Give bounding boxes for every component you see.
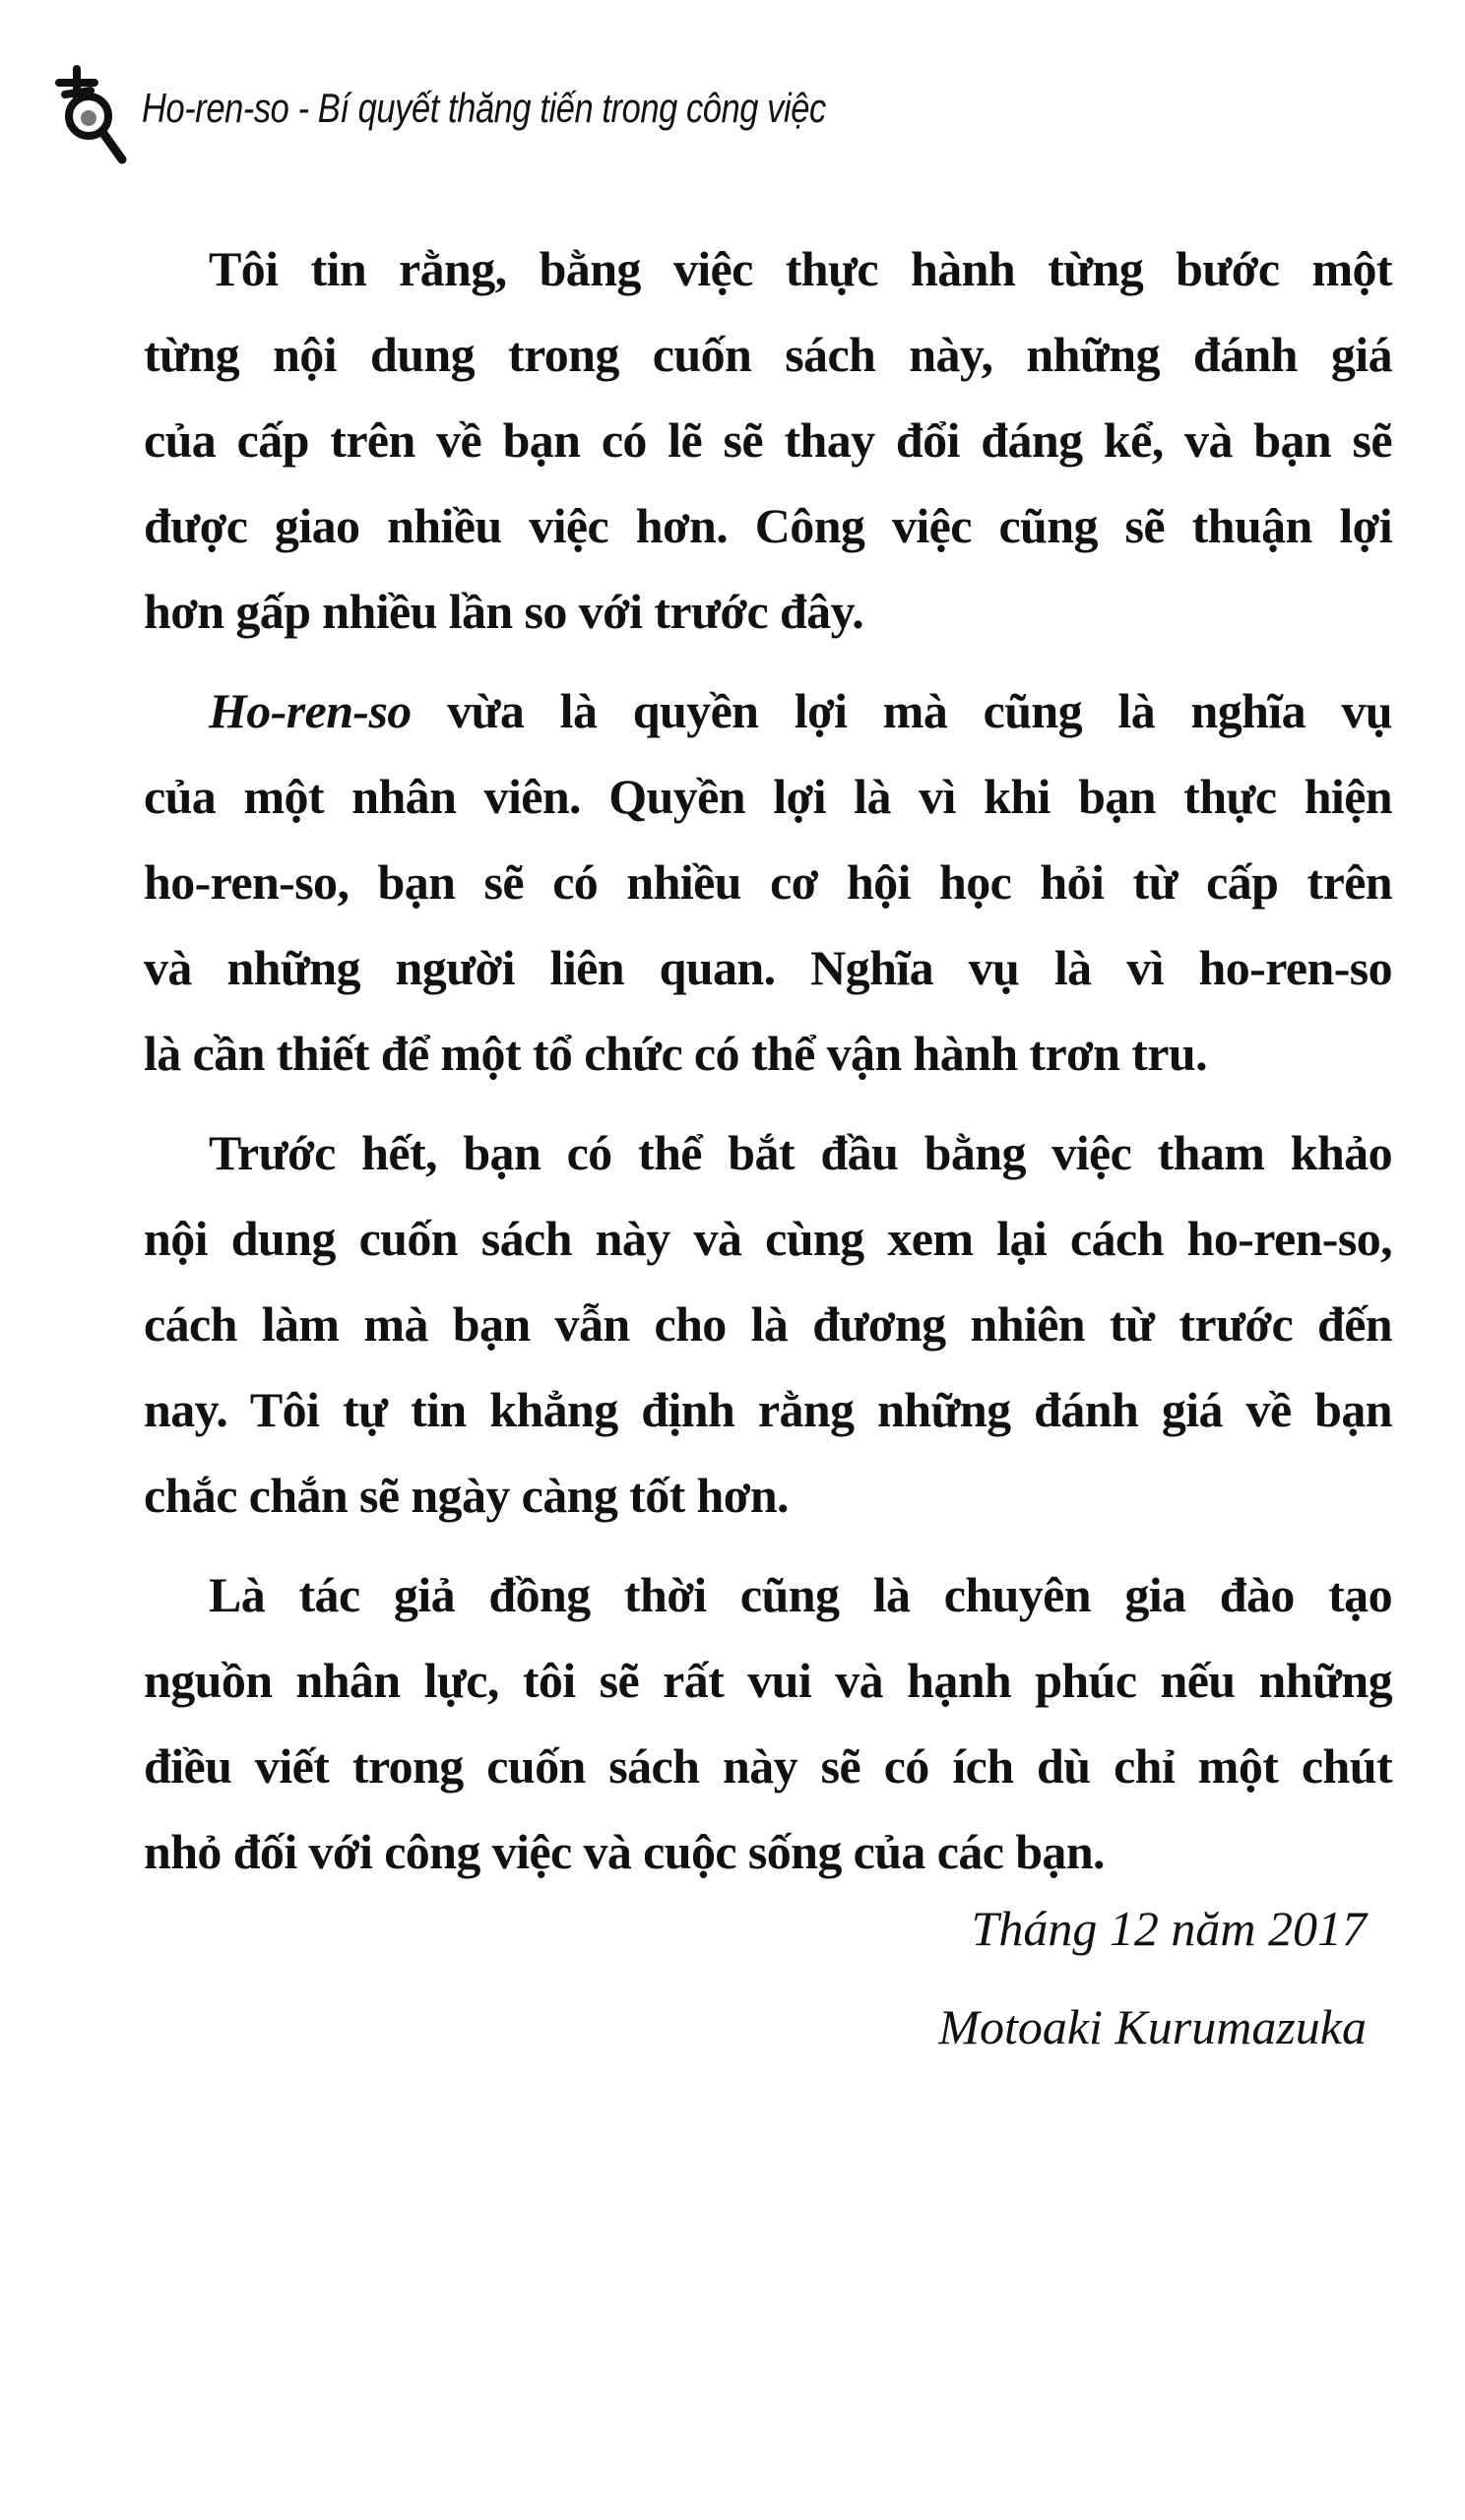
text-line: nguồn nhân lực, tôi sẽ rất vui và hạnh phúc nếu những	[144, 1653, 1392, 1708]
text-line: nội dung cuốn sách này và cùng xem lại cách ho-ren-so,	[144, 1211, 1392, 1266]
magnifier-logo-icon	[47, 61, 136, 169]
text-line: Là tác giả đồng thời cũng là chuyên gia đào tạo	[209, 1567, 1392, 1622]
text-line: được giao nhiều việc hơn. Công việc cũng sẽ thuận lợi	[144, 498, 1392, 553]
text-line: của cấp trên về bạn có lẽ sẽ thay đổi đáng kể, và bạn sẽ	[144, 412, 1392, 468]
text-line: nhỏ đối với công việc và cuộc sống của các bạn.	[144, 1824, 1105, 1879]
paragraph-2	[144, 668, 1392, 1097]
paragraph-4	[144, 1552, 1392, 1895]
text-line: Trước hết, bạn có thể bắt đầu bằng việc tham khảo	[209, 1125, 1392, 1180]
running-header	[47, 61, 976, 169]
text-line: cách làm mà bạn vẫn cho là đương nhiên từ trước đến	[144, 1296, 1392, 1352]
text-line: và những người liên quan. Nghĩa vụ là vì ho-ren-so	[144, 940, 1392, 995]
text-line	[144, 668, 1392, 754]
text-line: ho-ren-so, bạn sẽ có nhiều cơ hội học hỏi từ cấp trên	[144, 854, 1392, 910]
text-line: của một nhân viên. Quyền lợi là vì khi bạn thực hiện	[144, 769, 1392, 824]
text-line: nay. Tôi tự tin khẳng định rằng những đánh giá về bạn	[144, 1382, 1392, 1437]
signature-author: Motoaki Kurumazuka	[938, 1999, 1367, 2054]
paragraph-3	[144, 1110, 1392, 1539]
text-line: Tôi tin rằng, bằng việc thực hành từng bước một	[209, 241, 1392, 296]
text-line: chắc chắn sẽ ngày càng tốt hơn.	[144, 1468, 789, 1523]
paragraph-1	[144, 226, 1392, 655]
signature-date: Tháng 12 năm 2017	[971, 1901, 1367, 1956]
text-line: hơn gấp nhiều lần so với trước đây.	[144, 584, 864, 639]
emphasis-term: Ho-ren-so	[209, 683, 412, 738]
text-line-rest: vừa là quyền lợi mà cũng là nghĩa vụ	[411, 683, 1392, 738]
text-line: từng nội dung trong cuốn sách này, những đánh giá	[144, 327, 1392, 382]
page-body	[144, 226, 1392, 1909]
book-title: Ho-ren-so - Bí quyết thăng tiến trong công việc	[142, 85, 826, 131]
text-line: là cần thiết để một tổ chức có thể vận hành trơn tru.	[144, 1026, 1207, 1081]
text-line: điều viết trong cuốn sách này sẽ có ích dù chỉ một chút	[144, 1738, 1392, 1794]
